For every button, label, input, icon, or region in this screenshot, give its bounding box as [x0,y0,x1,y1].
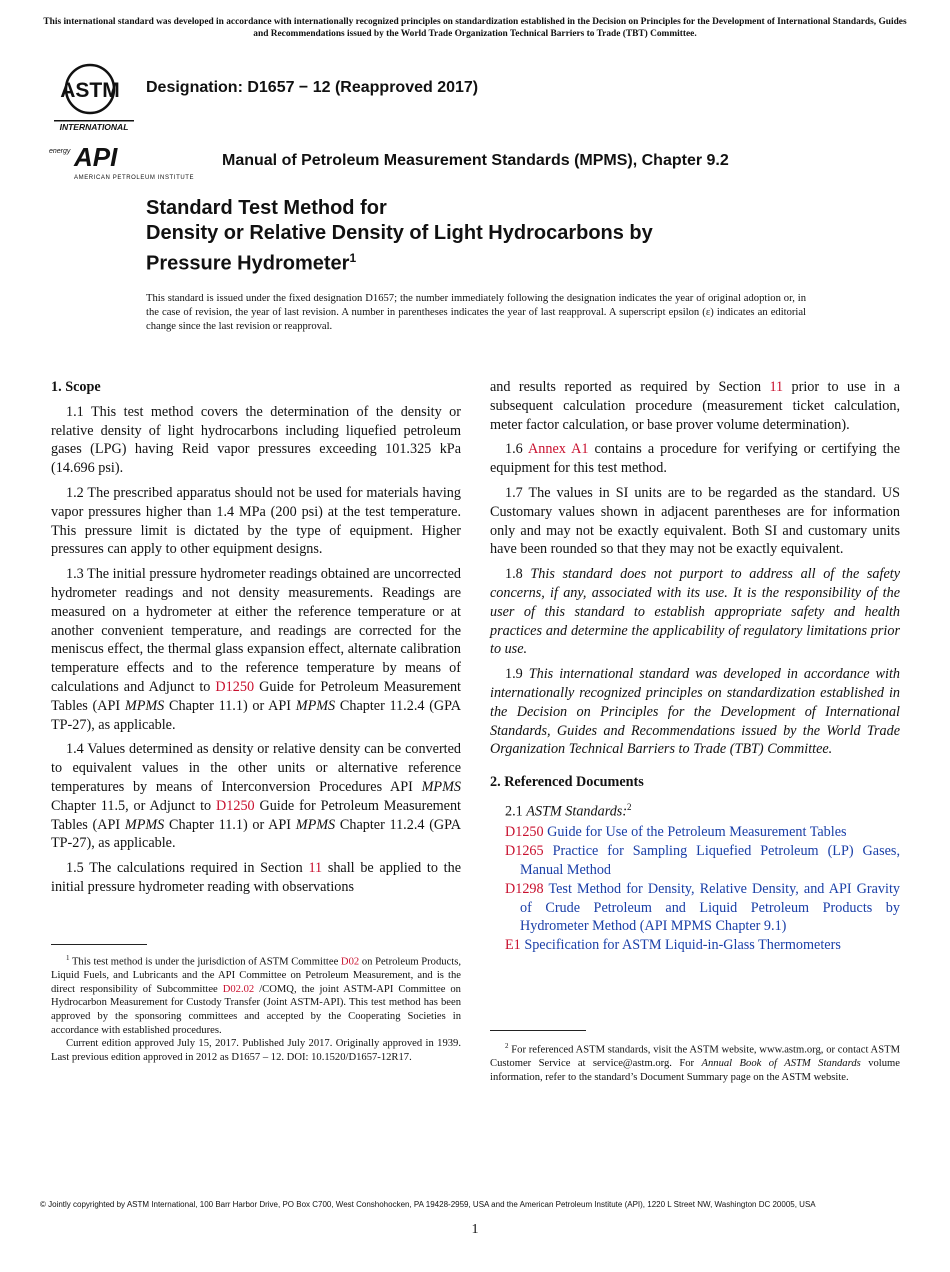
api-logo [46,140,216,182]
para-1-1: 1.1 This test method covers the determination of the density or relative density of light hydrocarbons including liquefied petroleum gases (LPG) having Reid vapor pressures exceeding 101.325 kPa (14.696 psi). [51,403,461,477]
issue-note: This standard is issued under the fixed designation D1657; the number immediately following the designation indicates the year of original adoption or, in the case of revision, the year of last revision. A number in parentheses indicates the year of last reapproval. A superscript epsilon (ε) indicates an editorial change since the last revision or reapproval. [146,293,806,332]
para-1-5-cont: and results reported as required by Section 11 prior to use in a subsequent calculation procedure (measurement ticket calculation, meter factor calculation, or base prover volume determination). [490,379,901,433]
para-2-1: 2.1 ASTM Standards:$^2$ [505,801,632,820]
astm-logo [52,62,136,134]
footnote-1: $^1$ This test method is under the jurisdiction of ASTM Committee D02 on Petroleum Products, Liquid Fuels, and Lubricants and the API Committee on Petroleum Measurement, and is the direct responsibility of Subcommittee D02.02 /COMQ, the joint ASTM-API Committee on Hydrocarbon Measurement for Custody Transfer (Joint ASTM-API). This test method has been approved by the sponsoring committees and accepted by the Cooperating Societies in accordance with established procedures. Current edition approved July 15, 2017. Published July 2017. Originally approved in 1939. Last previous edition approved in 2012 as D1657 – 12. DOI: 10.1520/D1657-12R17. [51,954,461,1063]
link-section-11[interactable]: 11 [769,379,784,395]
ref-item[interactable]: D1265 Practice for Sampling Liquefied Petroleum (LP) Gases, Manual Method [505,843,900,879]
svg-text:AMERICAN PETROLEUM INSTITUTE: AMERICAN PETROLEUM INSTITUTE [74,175,195,181]
para-1-3: 1.3 The initial pressure hydrometer readings obtained are uncorrected hydrometer readings and not density measurements. Readings are measured on a hydrometer at either the reference temperature or at another convenient temperature, and readings are corrected for the meniscus effect, the thermal glass expansion effect, alternate calibration temperature effects and to the reference temperature by means of calculations and Adjunct to D1250 Guide for Petroleum Measurement Tables (API MPMS Chapter 11.1) or API MPMS Chapter 11.2.4 (GPA TP-27), as applicable. [51,566,462,733]
para-1-9: 1.9 This international standard was developed in accordance with internationally recognized principles on standardization established in the Decision on Principles for the Development of International Standards, Guides and Recommendations issued by the World Trade Organization Technical Barriers to Trade (TBT) Committee. [490,666,900,758]
para-1-2: 1.2 The prescribed apparatus should not be used for materials having vapor pressures higher than 1.4 MPa (200 psi) at the test temperature. This pressure limit is dictated by the type of equipment. Higher pressures can apply to other equipment designs. [51,484,461,558]
title-line3: Pressure Hydrometer$^1$ [146,251,357,275]
title-block [146,196,846,277]
para-1-5: 1.5 The calculations required in Section 11 shall be applied to the initial pressure hydrometer reading with observations [51,860,461,895]
para-1-8: 1.8 This standard does not purport to address all of the safety concerns, if any, associated with its use. It is the responsibility of the user of this standard to establish appropriate safety and health practices and determine the applicability of regulatory limitations prior to use. [490,566,900,658]
ref-item[interactable]: E1 Specification for ASTM Liquid-in-Glass Thermometers [505,937,841,954]
ref-item[interactable]: D1298 Test Method for Density, Relative Density, and API Gravity of Crude Petroleum and Liquid Petroleum Products by Hydrometer Method (API MPMS Chapter 9.1) [505,880,900,935]
svg-text:INTERNATIONAL: INTERNATIONAL [59,122,129,132]
left-column [51,378,461,903]
section-2-heading: 2. Referenced Documents [490,774,644,791]
link-section-11[interactable]: 11 [308,860,323,877]
designation: Designation: D1657 − 12 (Reapproved 2017) [146,79,479,96]
copyright-notice: © Jointly copyrighted by ASTM International, 100 Barr Harbor Drive, PO Box C700, West Conshohocken, PA 19428-2959, USA and the American Petroleum Institute (API), 1220 L Street NW, Washington DC 20005, USA [40,1200,816,1209]
title-line2: Density or Relative Density of Light Hydrocarbons by [146,222,653,244]
svg-text:API: API [74,142,118,172]
footnote-2: $^2$ For referenced ASTM standards, visit the ASTM website, www.astm.org, or contact ASTM Customer Service at service@astm.org. For Annual Book of ASTM Standards volume information, refer to the standard’s Document Summary page on the ASTM website. [490,1042,900,1083]
edition-note: Current edition approved July 15, 2017. Published July 2017. Originally approved in 1939. Last previous edition approved in 2012 as D1657 – 12. DOI: 10.1520/D1657-12R17. [51,1038,461,1063]
top-notice: This international standard was developed in accordance with internationally recognized principles on standardization established in the Decision on Principles for the Development of International Standards, Guides and Recommendations issued by the World Trade Organization Technical Barriers to Trade (TBT) Committee. [43,17,907,39]
right-column [490,378,900,955]
para-1-6: 1.6 Annex A1 contains a procedure for verifying or certifying the equipment for this test method. [490,441,900,477]
link-d1250[interactable]: D1250 [215,678,255,695]
footnote-rule [51,944,147,945]
page-number: 1 [471,1222,479,1237]
footnote-rule [490,1030,586,1031]
link-d02[interactable]: D02 [340,956,360,968]
svg-text:energy: energy [49,148,71,155]
para-1-7: 1.7 The values in SI units are to be regarded as the standard. US Customary values shown in adjacent parentheses are for information only and may not be exactly equivalent. Both SI and customary units have been rounded so that they may not be exactly equivalent. [490,484,900,558]
link-d02-02[interactable]: D02.02 [222,983,255,995]
link-d1250[interactable]: D1250 [216,797,255,814]
para-1-4: 1.4 Values determined as density or relative density can be converted to equivalent values in the other units or alternative reference temperatures by means of Interconversion Procedures API MPMS Chapter 11.5, or Adjunct to D1250 Guide for Petroleum Measurement Tables (API MPMS Chapter 11.1) or API MPMS Chapter 11.2.4 (GPA TP-27), as applicable. [51,741,461,852]
section-1-heading: 1. Scope [51,379,101,395]
mpms-chapter: Manual of Petroleum Measurement Standards (MPMS), Chapter 9.2 [222,152,729,169]
svg-text:ASTM: ASTM [60,79,120,102]
ref-item[interactable]: D1250 Guide for Use of the Petroleum Measurement Tables [505,824,847,841]
title-line1: Standard Test Method for [146,197,387,219]
link-annex-a1[interactable]: Annex A1 [528,441,589,458]
